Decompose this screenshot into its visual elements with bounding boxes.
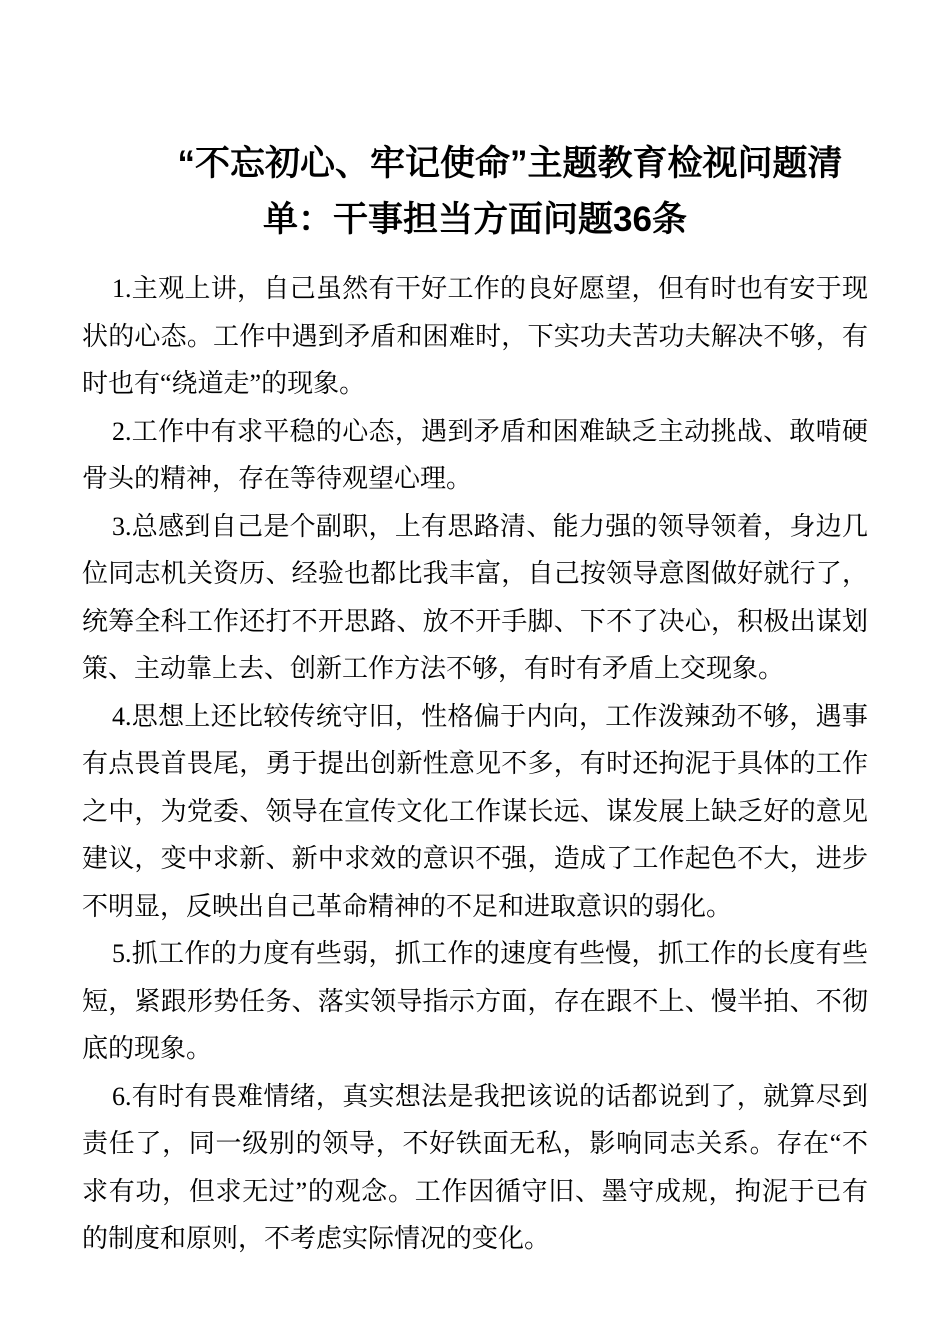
- paragraph-1: 1.主观上讲，自己虽然有干好工作的良好愿望，但有时也有安于现状的心态。工作中遇到矛盾和困难时，下实功夫苦功夫解决不够，有时也有“绕道走”的现象。: [82, 274, 868, 398]
- paragraph-4: 4.思想上还比较传统守旧，性格偏于内向，工作泼辣劲不够，遇事有点畏首畏尾，勇于提出创新性意见不多，有时还拘泥于具体的工作之中，为党委、领导在宣传文化工作谋长远、谋发展上缺乏好的意见建议，变中求新、新中求效的意识不强，造成了工作起色不大，进步不明显，反映出自己革命精神的不足和进取意识的弱化。: [82, 701, 868, 921]
- paragraph-6: 6.有时有畏难情绪，真实想法是我把该说的话都说到了，就算尽到责任了，同一级别的领导，不好铁面无私，影响同志关系。存在“不求有功，但求无过”的观念。工作因循守旧、墨守成规，拘泥于已有的制度和原则，不考虑实际情况的变化。: [82, 1081, 868, 1253]
- paragraph-3: 3.总感到自己是个副职，上有思路清、能力强的领导领着，身边几位同志机关资历、经验也都比我丰富，自己按领导意图做好就行了，统筹全科工作还打不开思路、放不开手脚、下不了决心，积极出谋划策、主动靠上去、创新工作方法不够，有时有矛盾上交现象。: [82, 511, 868, 683]
- paragraph-2: 2.工作中有求平稳的心态，遇到矛盾和困难缺乏主动挑战、敢啃硬骨头的精神，存在等待观望心理。: [82, 416, 868, 493]
- document-body: [82, 265, 868, 1263]
- paragraph-5: 5.抓工作的力度有些弱，抓工作的速度有些慢，抓工作的长度有些短，紧跟形势任务、落实领导指示方面，存在跟不上、慢半拍、不彻底的现象。: [82, 939, 868, 1063]
- document-title: “不忘初心、牢记使命”主题教育检视问题清单：干事担当方面问题36条: [177, 144, 843, 239]
